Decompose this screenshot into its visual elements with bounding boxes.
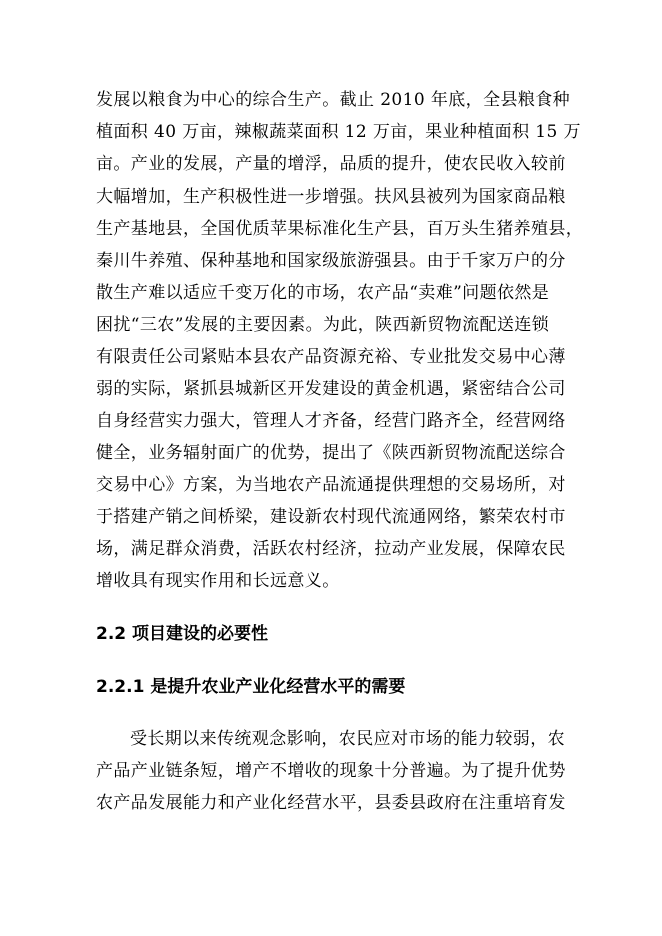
text-line: 场，满足群众消费，活跃农村经济，拉动产业发展，保障农民 (96, 539, 566, 559)
text-line: 有限责任公司紧贴本县农产品资源充裕、专业批发交易中心薄 (96, 347, 566, 367)
text-line: 秦川牛养殖、保种基地和国家级旅游强县。由于千家万户的分 (96, 251, 566, 271)
text-line: 亩。产业的发展，产量的增浮，品质的提升，使农民收入较前 (96, 154, 566, 174)
text-line: 自身经营实力强大，管理人才齐备，经营门路齐全，经营网络 (96, 411, 566, 431)
text-line: 生产基地县，全国优质苹果标准化生产县，百万头生猪养殖县， (96, 219, 584, 239)
text-line: 困扰“三农”发展的主要因素。为此，陕西新贸物流配送连锁 (96, 315, 550, 335)
text-line: 健全，业务辐射面广的优势，提出了《陕西新贸物流配送综合 (96, 443, 566, 463)
text-line: 于搭建产销之间桥梁，建设新农村现代流通网络，繁荣农村市 (96, 507, 566, 527)
text-line: 受长期以来传统观念影响，农民应对市场的能力较弱，农 (130, 729, 565, 749)
text-line: 散生产难以适应千变万化的市场，农产品“卖难”问题依然是 (96, 283, 550, 303)
text-line: 农产品发展能力和产业化经营水平，县委县政府在注重培育发 (96, 793, 566, 813)
text-line: 交易中心》方案，为当地农产品流通提供理想的交易场所，对 (96, 475, 566, 495)
text-line: 弱的实际，紧抓县城新区开发建设的黄金机遇，紧密结合公司 (96, 379, 566, 399)
text-line: 增收具有现实作用和长远意义。 (96, 571, 340, 591)
subsection-heading: 2.2.1 是提升农业产业化经营水平的需要 (96, 677, 406, 697)
text-line: 大幅增加，生产积极性进一步增强。扶风县被列为国家商品粮 (96, 187, 566, 207)
text-line: 发展以粮食为中心的综合生产。截止 2010 年底，全县粮食种 (96, 90, 571, 110)
text-line: 产品产业链条短，增产不增收的现象十分普遍。为了提升优势 (96, 761, 566, 781)
section-heading: 2.2 项目建设的必要性 (96, 624, 269, 644)
text-line: 植面积 40 万亩，辣椒蔬菜面积 12 万亩，果业种植面积 15 万 (96, 122, 581, 142)
